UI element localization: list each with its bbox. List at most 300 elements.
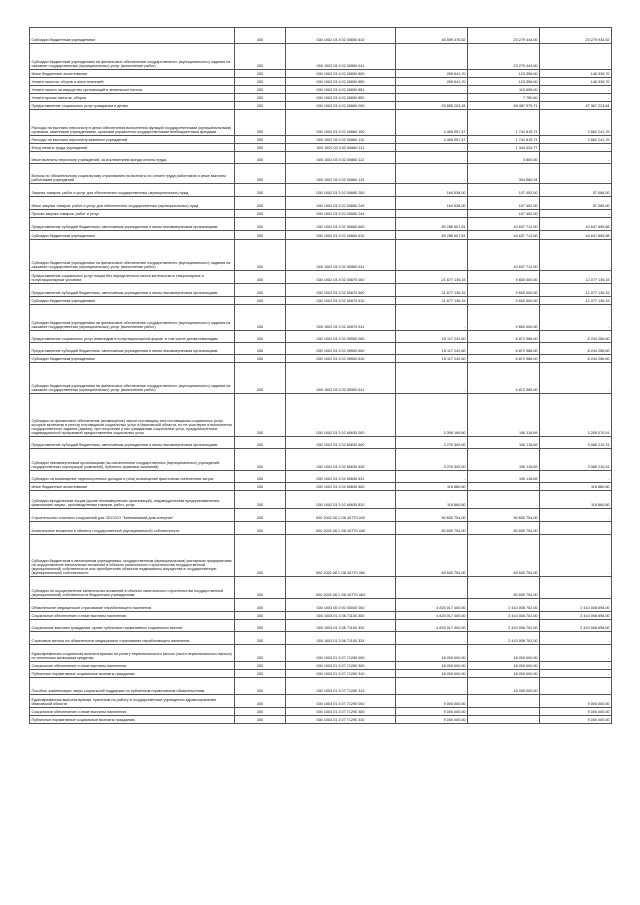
row-executed-amount-cell: 3 800,00 — [468, 152, 540, 164]
row-code-cell: 200 — [235, 708, 286, 716]
row-approved-amount-cell: 4 820 017 400,00 — [396, 599, 468, 612]
row-unexecuted-amount-cell: - — [540, 678, 612, 695]
row-executed-amount-cell: 190 118,69 — [468, 437, 540, 449]
row-approved-amount-cell: 46 559 375,52 — [396, 28, 468, 44]
row-unexecuted-amount-cell: 146 335,70 — [540, 70, 612, 78]
row-name-cell: Обязательное медицинское страхование неработающего населения — [30, 599, 235, 612]
row-name-cell: Капитальные вложения в объекты государственной (муниципальной) собственности — [30, 522, 235, 535]
row-code-cell: 200 — [235, 695, 286, 708]
row-unexecuted-amount-cell: - — [540, 210, 612, 218]
row-code-cell: 200 — [235, 284, 286, 297]
row-unexecuted-amount-cell: 12 077 145,15 — [540, 284, 612, 297]
row-code-cell: 200 — [235, 483, 286, 491]
row-name-cell: Публичные нормативные социальные выплаты гражданам — [30, 670, 235, 678]
table-row — [30, 632, 612, 645]
table-row — [30, 231, 612, 240]
row-classification-cell: 000 1002 03 3 02 00660 200 — [286, 184, 396, 197]
row-unexecuted-amount-cell: - — [540, 144, 612, 152]
table-row — [30, 620, 612, 632]
row-unexecuted-amount-cell: 2 410 008 698,00 — [540, 612, 612, 620]
row-classification-cell: 000 1002 03 3 02 00660 611 — [286, 240, 396, 271]
row-classification-cell: 000 1003 01 3 07 71290 310 — [286, 716, 396, 724]
row-approved-amount-cell: 9 000 000,00 — [396, 708, 468, 716]
table-row — [30, 86, 612, 94]
row-code-cell: 200 — [235, 662, 286, 670]
row-name-cell: Уплата налогов, сборов и иных платежей — [30, 78, 235, 86]
table-row — [30, 210, 612, 218]
row-name-cell: Субсидии на возмещение недополученных доходов и (или) возмещение фактически понесенных затрат — [30, 471, 235, 483]
row-classification-cell: 000 1002 08 1 G6 40770 464 — [286, 577, 396, 599]
row-executed-amount-cell: 9 600 000,00 — [468, 305, 540, 331]
row-approved-amount-cell: - — [396, 305, 468, 331]
row-approved-amount-cell: 21 677 145,15 — [396, 297, 468, 305]
row-name-cell: Предоставление социальных услуг лицам без определенного места жительства в стационарных и полустационарных условиях — [30, 271, 235, 284]
row-unexecuted-amount-cell: 8 244 256,60 — [540, 331, 612, 343]
row-name-cell: Уплата налога на имущество организаций и земельного налога — [30, 86, 235, 94]
row-unexecuted-amount-cell: 12 077 145,15 — [540, 271, 612, 284]
row-executed-amount-cell: 44 637 712,00 — [468, 240, 540, 271]
row-classification-cell: 000 1002 08 1 G6 40770 460 — [286, 535, 396, 577]
table-row — [30, 363, 612, 394]
row-classification-cell: 000 1002 03 3 02 60630 631 — [286, 471, 396, 483]
row-classification-cell: 000 1002 03 3 02 00660 100 — [286, 110, 396, 136]
row-code-cell: 200 — [235, 102, 286, 110]
table-row — [30, 343, 612, 355]
row-classification-cell: 000 1003 01 3 07 71280 000 — [286, 645, 396, 662]
row-approved-amount-cell: 89 285 607,81 — [396, 218, 468, 231]
row-executed-amount-cell: 6 872 986,00 — [468, 355, 540, 363]
table-row — [30, 483, 612, 491]
row-executed-amount-cell: - — [468, 483, 540, 491]
row-code-cell: 200 — [235, 670, 286, 678]
row-code-cell: 200 — [235, 271, 286, 284]
row-executed-amount-cell: 18 000 000,00 — [468, 645, 540, 662]
row-code-cell: 200 — [235, 94, 286, 102]
row-approved-amount-cell: - — [396, 363, 468, 394]
row-executed-amount-cell: 50 600 754,00 — [468, 509, 540, 522]
table-row — [30, 394, 612, 437]
row-name-cell: Субсидии бюджетным и автономным учреждениям, государственным (муниципальным) унитарным предприятиям на осуществление капитальных вложений в объекты капитального строительства государственной (муниципальной) собственности или приобретение объектов недвижимого имущества в государственную (муниципальную) собственность — [30, 535, 235, 577]
row-unexecuted-amount-cell: 8 244 256,60 — [540, 343, 612, 355]
row-code-cell: 200 — [235, 152, 286, 164]
row-approved-amount-cell: 93 855 203,28 — [396, 102, 468, 110]
row-classification-cell: 000 1002 08 1 G6 40770 000 — [286, 509, 396, 522]
row-code-cell: 200 — [235, 28, 286, 44]
row-classification-cell: 000 1003 01 3 06 71100 300 — [286, 612, 396, 620]
row-name-cell: Иные бюджетные ассигнования — [30, 483, 235, 491]
row-classification-cell: 000 1002 03 3 02 60630 800 — [286, 483, 396, 491]
row-code-cell: 200 — [235, 632, 286, 645]
row-classification-cell: 000 1002 03 3 02 05900 000 — [286, 331, 396, 343]
row-code-cell: 200 — [235, 331, 286, 343]
row-classification-cell: 000 1003 01 3 07 71280 310 — [286, 670, 396, 678]
table-row — [30, 271, 612, 284]
table-row — [30, 509, 612, 522]
table-row — [30, 695, 612, 708]
row-unexecuted-amount-cell: 47 367 223,64 — [540, 102, 612, 110]
row-classification-cell: 000 1003 01 3 07 71290 000 — [286, 695, 396, 708]
row-approved-amount-cell: - — [396, 44, 468, 70]
row-name-cell: Социальное обеспечение и иные выплаты населению — [30, 662, 235, 670]
row-approved-amount-cell: 15 117 242,60 — [396, 355, 468, 363]
row-name-cell: Субсидии бюджетным учреждениям на финансовое обеспечение государственного (муниципального) задания на оказание государственных (муниципальных) услуг (выполнение работ) — [30, 305, 235, 331]
row-unexecuted-amount-cell: 57 086,00 — [540, 197, 612, 210]
row-approved-amount-cell: - — [396, 577, 468, 599]
row-unexecuted-amount-cell: 9 000 000,00 — [540, 708, 612, 716]
row-approved-amount-cell: - — [396, 210, 468, 218]
table-row — [30, 184, 612, 197]
row-approved-amount-cell: 164 538,00 — [396, 184, 468, 197]
row-code-cell: 200 — [235, 509, 286, 522]
row-classification-cell: 000 1003 01 3 07 71280 300 — [286, 662, 396, 670]
table-row — [30, 110, 612, 136]
row-unexecuted-amount-cell: 118 860,60 — [540, 491, 612, 509]
row-unexecuted-amount-cell: 2 662 241,76 — [540, 136, 612, 144]
row-approved-amount-cell: 4 405 057,47 — [396, 110, 468, 136]
row-name-cell: Предоставление социальных услуг гражданам и детям — [30, 102, 235, 110]
row-unexecuted-amount-cell: 57 086,00 — [540, 184, 612, 197]
row-approved-amount-cell: 18 000 000,00 — [396, 662, 468, 670]
row-name-cell: Иные выплаты персоналу учреждений, за исключением фонда оплаты труда — [30, 152, 235, 164]
table-row — [30, 152, 612, 164]
row-classification-cell: 000 1002 03 3 02 00670 000 — [286, 271, 396, 284]
table-row — [30, 678, 612, 695]
row-unexecuted-amount-cell: - — [540, 94, 612, 102]
row-executed-amount-cell: 6 872 986,00 — [468, 343, 540, 355]
row-unexecuted-amount-cell: 2 410 008 698,00 — [540, 599, 612, 612]
row-executed-amount-cell: 1 344 434,77 — [468, 144, 540, 152]
row-executed-amount-cell: - — [468, 491, 540, 509]
table-row — [30, 144, 612, 152]
row-code-cell: 200 — [235, 197, 286, 210]
row-executed-amount-cell: 9 600 000,00 — [468, 297, 540, 305]
row-name-cell: Закупка товаров, работ и услуг для обеспечения государственных (муниципальных) нужд — [30, 184, 235, 197]
row-executed-amount-cell: 7 750,60 — [468, 94, 540, 102]
row-classification-cell: 000 1003 01 3 07 71280 313 — [286, 678, 396, 695]
row-name-cell: Строительство очистных сооружений для ОБСУСО "Кинешемский дом-интернат" — [30, 509, 235, 522]
table-row — [30, 491, 612, 509]
table-row — [30, 297, 612, 305]
table-row — [30, 645, 612, 662]
row-code-cell: 200 — [235, 136, 286, 144]
row-unexecuted-amount-cell: - — [540, 44, 612, 70]
row-unexecuted-amount-cell: 12 077 145,15 — [540, 297, 612, 305]
row-approved-amount-cell: 269 641,70 — [396, 70, 468, 78]
row-name-cell: Субсидии бюджетным учреждениям — [30, 28, 235, 44]
row-name-cell: Субсидии бюджетным учреждениям на финансовое обеспечение государственного (муниципального) задания на оказание государственных (муниципальных) услуг (выполнение работ) — [30, 240, 235, 271]
row-unexecuted-amount-cell: - — [540, 240, 612, 271]
row-unexecuted-amount-cell: - — [540, 645, 612, 662]
row-executed-amount-cell: - — [468, 708, 540, 716]
row-approved-amount-cell: 9 000 000,00 — [396, 695, 468, 708]
row-approved-amount-cell: 3 395 189,60 — [396, 394, 468, 437]
row-unexecuted-amount-cell: 9 000 000,00 — [540, 695, 612, 708]
row-executed-amount-cell: 23 279 444,00 — [468, 28, 540, 44]
row-classification-cell: 000 1002 03 3 02 00660 112 — [286, 152, 396, 164]
row-classification-cell: 000 1003 01 3 07 71290 300 — [286, 708, 396, 716]
row-approved-amount-cell: 269 641,70 — [396, 78, 468, 86]
table-row — [30, 612, 612, 620]
row-code-cell: 200 — [235, 363, 286, 394]
table-row — [30, 355, 612, 363]
row-code-cell: 200 — [235, 612, 286, 620]
row-code-cell: 200 — [235, 184, 286, 197]
row-classification-cell: 000 1002 03 3 02 00650 800 — [286, 70, 396, 78]
row-approved-amount-cell: - — [396, 94, 468, 102]
row-executed-amount-cell: 190 118,69 — [468, 449, 540, 471]
row-code-cell: 200 — [235, 620, 286, 632]
row-classification-cell: 000 1002 03 3 02 60630 600 — [286, 437, 396, 449]
table-row — [30, 70, 612, 78]
row-code-cell: 200 — [235, 305, 286, 331]
row-approved-amount-cell: 15 117 242,60 — [396, 331, 468, 343]
row-name-cell: Субсидия на финансовое обеспечение (возмещение) затрат поставщику или поставщикам социальных услуг, которые включены в реестр поставщиков социальных услуг в Ивановской области, но не участвуют в выполнении государственного задания (заказа), при получении у них гражданами социальных услуг, предусмотренных индивидуальной программой предоставления социальных услуг — [30, 394, 235, 437]
row-name-cell: Субсидии бюджетным учреждениям — [30, 231, 235, 240]
row-name-cell: Единовременная выплата врачам, принятым на работу в государственные учреждения здравоохранения Ивановской области — [30, 695, 235, 708]
row-code-cell: 200 — [235, 240, 286, 271]
row-name-cell: Единовременная социальная выплата врачам на уплату первоначального взноса (части первоначального взноса) по ипотечным жилищным кредитам — [30, 645, 235, 662]
row-name-cell: Иные бюджетные ассигнования — [30, 70, 235, 78]
row-unexecuted-amount-cell: - — [540, 535, 612, 577]
row-name-cell: Субсидии юридическим лицам (кроме некоммерческих организаций), индивидуальным предпринимателям, физическим лицам - производителям товаров, работ, услуг — [30, 491, 235, 509]
row-unexecuted-amount-cell: - — [540, 363, 612, 394]
row-executed-amount-cell: 123 356,60 — [468, 78, 540, 86]
row-executed-amount-cell: - — [468, 695, 540, 708]
row-approved-amount-cell: 4 820 017 400,00 — [396, 612, 468, 620]
row-executed-amount-cell: 107 452,00 — [468, 184, 540, 197]
row-name-cell: Страховые взносы на обязательное медицинское страхование неработающего населения — [30, 632, 235, 645]
row-unexecuted-amount-cell: - — [540, 86, 612, 94]
row-classification-cell: 000 1002 03 3 02 00650 610 — [286, 28, 396, 44]
table-row — [30, 218, 612, 231]
row-code-cell: 200 — [235, 144, 286, 152]
row-code-cell: 200 — [235, 471, 286, 483]
row-executed-amount-cell: 44 637 712,00 — [468, 231, 540, 240]
table-row — [30, 670, 612, 678]
row-classification-cell: 000 1002 03 3 02 60630 630 — [286, 449, 396, 471]
row-code-cell: 200 — [235, 86, 286, 94]
row-unexecuted-amount-cell: 2 662 241,76 — [540, 110, 612, 136]
row-classification-cell: 000 1002 03 3 02 00670 611 — [286, 305, 396, 331]
row-classification-cell: 000 1003 01 3 06 71100 320 — [286, 620, 396, 632]
row-approved-amount-cell: - — [396, 144, 468, 152]
row-approved-amount-cell: - — [396, 471, 468, 483]
row-code-cell: 200 — [235, 110, 286, 136]
row-unexecuted-amount-cell: - — [540, 632, 612, 645]
row-unexecuted-amount-cell: 2 410 008 698,00 — [540, 620, 612, 632]
table-row — [30, 449, 612, 471]
row-classification-cell: 000 1002 03 3 02 00670 610 — [286, 297, 396, 305]
row-code-cell: 200 — [235, 355, 286, 363]
row-unexecuted-amount-cell: - — [540, 509, 612, 522]
table-row — [30, 662, 612, 670]
row-approved-amount-cell: 50 600 754,00 — [396, 522, 468, 535]
row-approved-amount-cell: 50 600 754,00 — [396, 535, 468, 577]
row-classification-cell: 000 1002 03 3 02 05900 611 — [286, 363, 396, 394]
table-row — [30, 197, 612, 210]
row-name-cell: Социальные выплаты гражданам, кроме публичных нормативных социальных выплат — [30, 620, 235, 632]
row-executed-amount-cell: 1 742 815,71 — [468, 110, 540, 136]
table-row — [30, 331, 612, 343]
row-name-cell: Субсидии бюджетным учреждениям на финансовое обеспечение государственного (муниципального) задания на оказание государственных (муниципальных) услуг (выполнение работ) — [30, 44, 235, 70]
row-approved-amount-cell: 3 276 309,00 — [396, 437, 468, 449]
row-name-cell: Субсидии бюджетным учреждениям на финансовое обеспечение государственного (муниципального) задания на оказание государственных (муниципальных) услуг (выполнение работ) — [30, 363, 235, 394]
row-classification-cell: 000 1002 03 3 02 60630 810 — [286, 491, 396, 509]
row-name-cell: Расходы на выплаты персоналу казенных учреждений — [30, 136, 235, 144]
row-unexecuted-amount-cell: - — [540, 164, 612, 184]
row-executed-amount-cell: - — [468, 716, 540, 724]
row-classification-cell: 000 1003 01 3 06 71100 324 — [286, 632, 396, 645]
row-name-cell: Социальное обеспечение и иные выплаты населению — [30, 708, 235, 716]
row-classification-cell: 000 1002 03 3 02 05900 610 — [286, 355, 396, 363]
table-row — [30, 708, 612, 716]
row-code-cell: 200 — [235, 437, 286, 449]
row-executed-amount-cell: 44 637 712,00 — [468, 218, 540, 231]
row-classification-cell: 000 1002 03 3 02 00650 852 — [286, 94, 396, 102]
row-unexecuted-amount-cell: - — [540, 662, 612, 670]
row-unexecuted-amount-cell: 44 647 895,88 — [540, 231, 612, 240]
row-unexecuted-amount-cell: 8 244 256,60 — [540, 355, 612, 363]
row-executed-amount-cell: 46 487 979,71 — [468, 102, 540, 110]
row-executed-amount-cell: 123 356,60 — [468, 70, 540, 78]
row-approved-amount-cell: 15 117 242,60 — [396, 343, 468, 355]
row-executed-amount-cell: 6 872 986,00 — [468, 331, 540, 343]
row-unexecuted-amount-cell: - — [540, 305, 612, 331]
row-name-cell: Субсидии на осуществление капитальных вложений в объекты капитального строительства государственной (муниципальной) собственности бюджетным учреждениям — [30, 577, 235, 599]
table-row — [30, 716, 612, 724]
row-unexecuted-amount-cell: 118 860,60 — [540, 483, 612, 491]
row-approved-amount-cell: 118 860,60 — [396, 483, 468, 491]
table-row — [30, 599, 612, 612]
row-code-cell: 200 — [235, 678, 286, 695]
row-unexecuted-amount-cell: 3 205 070,91 — [540, 394, 612, 437]
row-unexecuted-amount-cell: 44 647 895,88 — [540, 218, 612, 231]
row-code-cell: 200 — [235, 599, 286, 612]
row-executed-amount-cell: 1 742 815,71 — [468, 136, 540, 144]
row-approved-amount-cell: 50 600 754,00 — [396, 509, 468, 522]
row-classification-cell: 000 1002 03 3 02 05900 600 — [286, 343, 396, 355]
table-row — [30, 535, 612, 577]
row-classification-cell: 000 1003 00 0 00 00000 000 — [286, 599, 396, 612]
row-name-cell: Субсидии бюджетным учреждениям — [30, 355, 235, 363]
row-code-cell: 200 — [235, 343, 286, 355]
row-executed-amount-cell: 23 279 444,00 — [468, 44, 540, 70]
row-code-cell: 200 — [235, 44, 286, 70]
row-approved-amount-cell: - — [396, 152, 468, 164]
table-row — [30, 78, 612, 86]
row-classification-cell: 000 1002 03 3 02 00650 850 — [286, 78, 396, 86]
row-unexecuted-amount-cell: 23 279 934,52 — [540, 28, 612, 44]
row-classification-cell: 000 1002 03 3 02 00660 240 — [286, 197, 396, 210]
row-executed-amount-cell: 6 872 986,00 — [468, 363, 540, 394]
row-classification-cell: 000 1002 03 3 02 00660 610 — [286, 231, 396, 240]
table-row — [30, 28, 612, 44]
row-classification-cell: 000 1002 03 3 02 60630 000 — [286, 394, 396, 437]
row-executed-amount-cell: 115 606,00 — [468, 86, 540, 94]
row-code-cell: 200 — [235, 535, 286, 577]
row-code-cell: 200 — [235, 645, 286, 662]
row-approved-amount-cell: 89 285 607,81 — [396, 231, 468, 240]
row-approved-amount-cell: - — [396, 164, 468, 184]
row-executed-amount-cell: 107 452,00 — [468, 210, 540, 218]
row-unexecuted-amount-cell: 3 086 210,31 — [540, 437, 612, 449]
row-unexecuted-amount-cell: 3 086 210,31 — [540, 449, 612, 471]
row-code-cell: 200 — [235, 218, 286, 231]
table-row — [30, 44, 612, 70]
row-classification-cell: 000 1002 03 3 02 00660 110 — [286, 136, 396, 144]
table-row — [30, 136, 612, 144]
row-approved-amount-cell: 164 538,00 — [396, 197, 468, 210]
row-name-cell: Уплата прочих налогов, сборов — [30, 94, 235, 102]
row-executed-amount-cell: 2 410 008 702,00 — [468, 612, 540, 620]
row-name-cell: Предоставление субсидий бюджетным, автономным учреждениям и иным некоммерческим организациям — [30, 284, 235, 297]
row-approved-amount-cell: 18 000 000,00 — [396, 645, 468, 662]
row-code-cell: 200 — [235, 394, 286, 437]
row-code-cell: 200 — [235, 522, 286, 535]
row-name-cell: Фонд оплаты труда учреждений — [30, 144, 235, 152]
row-unexecuted-amount-cell: - — [540, 522, 612, 535]
row-executed-amount-cell: 2 410 008 702,00 — [468, 620, 540, 632]
row-classification-cell: 000 1002 03 3 02 00670 600 — [286, 284, 396, 297]
row-executed-amount-cell: 18 000 000,00 — [468, 678, 540, 695]
row-executed-amount-cell: 18 000 000,00 — [468, 670, 540, 678]
row-code-cell: 200 — [235, 78, 286, 86]
table-row — [30, 437, 612, 449]
row-approved-amount-cell: 21 677 145,15 — [396, 284, 468, 297]
row-executed-amount-cell: 9 600 000,00 — [468, 284, 540, 297]
row-approved-amount-cell: 9 000 000,00 — [396, 716, 468, 724]
row-executed-amount-cell: 190 118,69 — [468, 394, 540, 437]
row-name-cell: Предоставление субсидий бюджетным, автономным учреждениям и иным некоммерческим организациям — [30, 437, 235, 449]
row-approved-amount-cell: 4 405 057,47 — [396, 136, 468, 144]
row-code-cell: 200 — [235, 449, 286, 471]
budget-execution-table — [29, 27, 612, 724]
row-executed-amount-cell: 190 118,69 — [468, 471, 540, 483]
row-approved-amount-cell: - — [396, 240, 468, 271]
row-unexecuted-amount-cell: - — [540, 670, 612, 678]
row-executed-amount-cell: 2 410 008 702,00 — [468, 632, 540, 645]
row-executed-amount-cell: 18 000 000,00 — [468, 662, 540, 670]
row-approved-amount-cell: - — [396, 86, 468, 94]
table-row — [30, 102, 612, 110]
row-executed-amount-cell: 50 600 754,00 — [468, 577, 540, 599]
row-approved-amount-cell: - — [396, 678, 468, 695]
row-name-cell: Пособия, компенсации, меры социальной поддержки по публичным нормативным обязательствам — [30, 678, 235, 695]
table-row — [30, 164, 612, 184]
row-executed-amount-cell: 50 600 754,00 — [468, 522, 540, 535]
row-classification-cell: 000 1002 08 1 G6 40770 400 — [286, 522, 396, 535]
row-unexecuted-amount-cell: 9 000 000,00 — [540, 716, 612, 724]
row-code-cell: 200 — [235, 577, 286, 599]
table-row — [30, 240, 612, 271]
row-name-cell: Предоставление социальных услуг инвалидам в полустационарной форме, в том числе детям-инвалидам — [30, 331, 235, 343]
row-name-cell: Субсидии некоммерческим организациям (за исключением государственных (муниципальных) учреждений, государственных корпораций (компаний), публично-правовых компаний) — [30, 449, 235, 471]
row-approved-amount-cell: 4 820 017 400,00 — [396, 620, 468, 632]
row-name-cell: Субсидии бюджетным учреждениям — [30, 297, 235, 305]
row-unexecuted-amount-cell: 146 335,70 — [540, 78, 612, 86]
row-name-cell: Взносы по обязательному социальному страхованию на выплаты по оплате труда работников и иные выплаты работникам учреждений — [30, 164, 235, 184]
row-name-cell: Иные закупки товаров, работ и услуг для обеспечения государственных (муниципальных) нужд — [30, 197, 235, 210]
row-executed-amount-cell: 9 600 000,00 — [468, 271, 540, 284]
row-name-cell: Социальное обеспечение и иные выплаты населению — [30, 612, 235, 620]
row-approved-amount-cell: 118 860,60 — [396, 491, 468, 509]
row-code-cell: 200 — [235, 210, 286, 218]
table-row — [30, 522, 612, 535]
row-code-cell: 200 — [235, 164, 286, 184]
row-classification-cell: 000 1002 03 3 02 00660 244 — [286, 210, 396, 218]
table-row — [30, 471, 612, 483]
row-classification-cell: 000 1002 03 3 02 00650 851 — [286, 86, 396, 94]
